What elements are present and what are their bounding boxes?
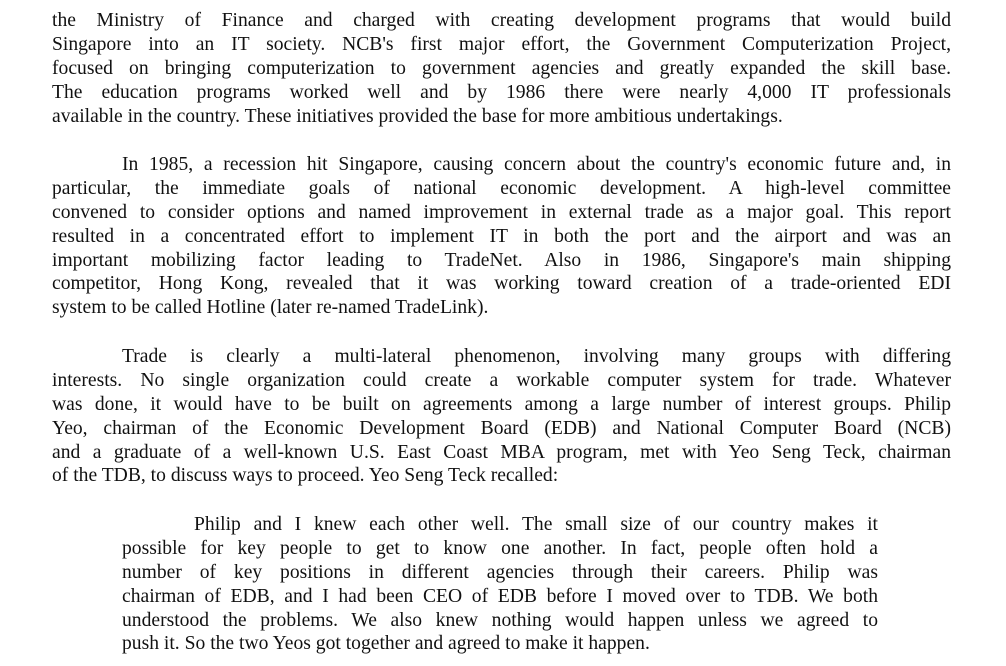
paragraph-multilateral-trade (52, 345, 951, 488)
text-line: Singapore into an IT society. NCB's first major effort, the Government Computerization Project, (52, 33, 951, 55)
text-line: Trade is clearly a multi-lateral phenomenon, involving many groups with differing (122, 346, 951, 367)
text-line: and a graduate of a well-known U.S. East Coast MBA program, met with Yeo Seng Teck, chairman (52, 441, 951, 463)
text-line: In 1985, a recession hit Singapore, causing concern about the country's economic future and, in (122, 154, 951, 175)
text-line: focused on bringing computerization to government agencies and greatly expanded the skill base. (52, 57, 951, 79)
paragraph-ncb-initiatives (52, 9, 951, 128)
text-line: available in the country. These initiatives provided the base for more ambitious undertakings. (52, 105, 783, 127)
text-line: the Ministry of Finance and charged with creating development programs that would build (52, 10, 951, 31)
text-line: interests. No single organization could create a workable computer system for trade. Whatever (52, 369, 951, 391)
block-quote-yeo-seng-teck (122, 513, 878, 656)
text-line: convened to consider options and named improvement in external trade as a major goal. This report (52, 201, 951, 223)
paragraph-1985-recession (52, 153, 951, 320)
text-line: competitor, Hong Kong, revealed that it was working toward creation of a trade-oriented EDI (52, 273, 951, 295)
text-line: Philip and I knew each other well. The small size of our country makes it (194, 514, 878, 535)
text-line: The education programs worked well and by 1986 there were nearly 4,000 IT professionals (52, 81, 951, 103)
text-line: system to be called Hotline (later re-named TradeLink). (52, 297, 489, 319)
text-line: push it. So the two Yeos got together and agreed to make it happen. (122, 633, 650, 655)
text-line: possible for key people to get to know one another. In fact, people often hold a (122, 537, 878, 559)
text-line: important mobilizing factor leading to TradeNet. Also in 1986, Singapore's main shipping (52, 249, 951, 271)
text-line: chairman of EDB, and I had been CEO of EDB before I moved over to TDB. We both (122, 585, 878, 607)
text-line: number of key positions in different agencies through their careers. Philip was (122, 561, 878, 583)
text-line: Yeo, chairman of the Economic Development Board (EDB) and National Computer Board (NCB) (52, 417, 951, 439)
text-line: was done, it would have to be built on agreements among a large number of interest groups. Philip (52, 393, 951, 415)
text-line: resulted in a concentrated effort to implement IT in both the port and the airport and was an (52, 225, 951, 247)
text-line: particular, the immediate goals of national economic development. A high-level committee (52, 177, 951, 199)
text-line: of the TDB, to discuss ways to proceed. Yeo Seng Teck recalled: (52, 465, 559, 487)
text-line: understood the problems. We also knew nothing would happen unless we agreed to (122, 609, 878, 631)
